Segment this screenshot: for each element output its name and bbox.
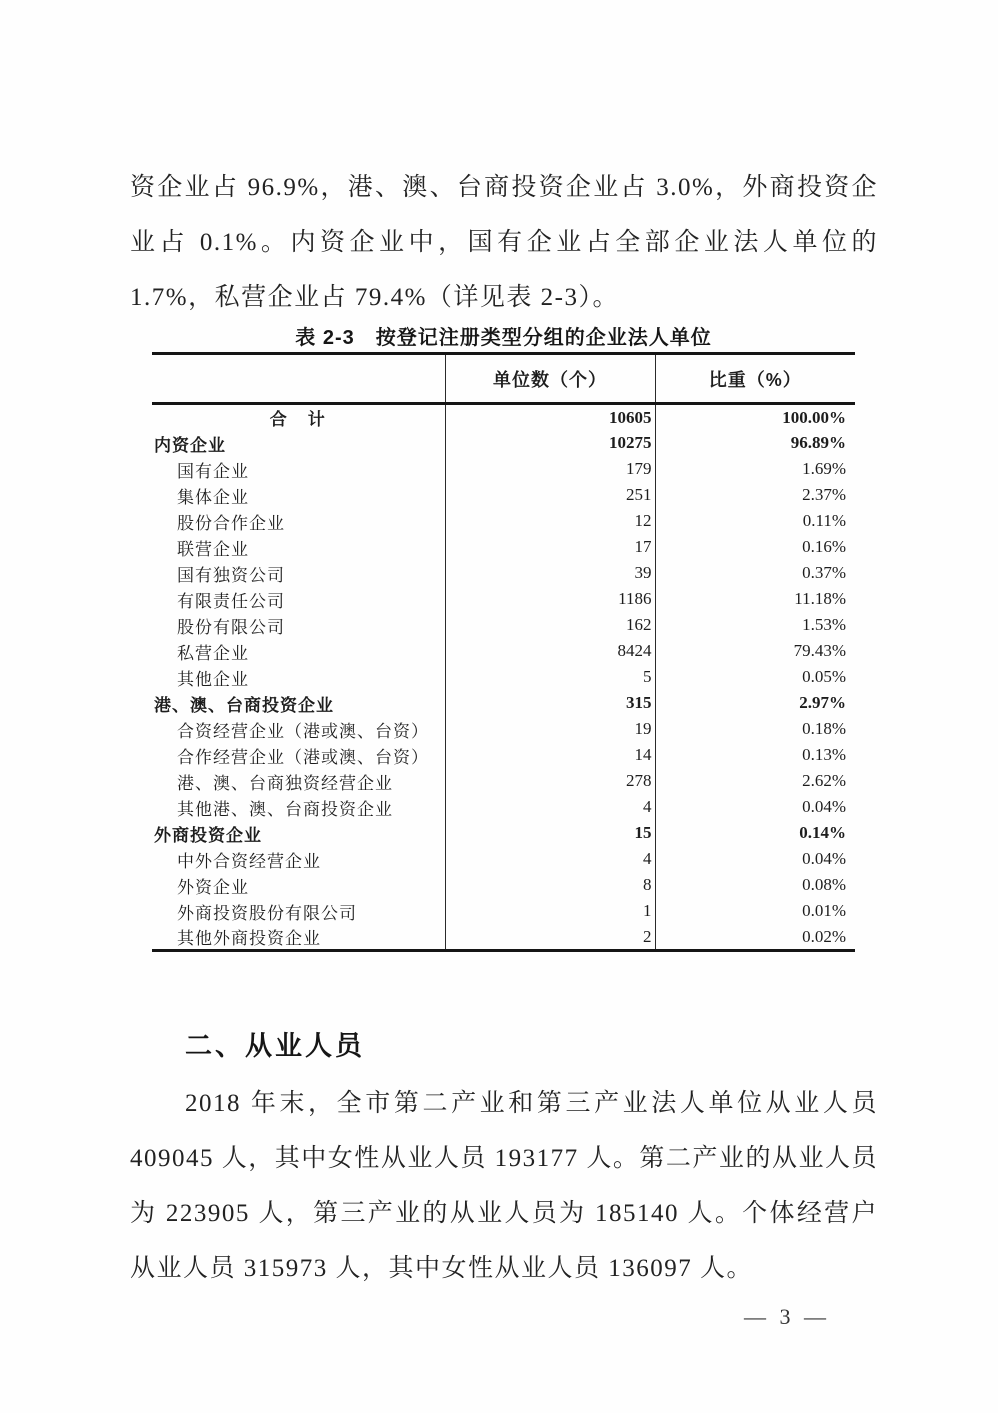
row-units-value: 17: [445, 534, 655, 560]
row-share-value: 2.37%: [802, 485, 846, 504]
row-units-value: 1186: [445, 586, 655, 612]
table-row: [152, 508, 855, 534]
row-category-label: 国有企业: [177, 461, 249, 481]
row-share-value: 0.01%: [802, 901, 846, 920]
row-category-label: 联营企业: [177, 539, 249, 559]
table-row: [152, 404, 855, 431]
table-row: [152, 846, 855, 872]
row-share-value: 0.13%: [802, 745, 846, 764]
table-header-units: 单位数（个）: [445, 354, 655, 404]
employment-paragraph: 2018 年末，全市第二产业和第三产业法人单位从业人员 409045 人，其中女性从业人员 193177 人。第二产业的从业人员为 223905 人，第三产业的从业人员为 185140 人。个体经营户从业人员 315973 人，其中女性从业人员 136097 人。: [130, 1090, 878, 1282]
row-category-label: 私营企业: [177, 643, 249, 663]
row-units-value: 315: [445, 690, 655, 716]
row-category-label: 股份合作企业: [177, 513, 285, 533]
row-share-value: 79.43%: [793, 641, 846, 660]
row-category-label: 国有独资公司: [177, 565, 285, 585]
row-units-value: 4: [445, 846, 655, 872]
table-row: [152, 638, 855, 664]
row-share-value: 0.18%: [802, 719, 846, 738]
row-units-value: 2: [445, 924, 655, 951]
row-share-value: 100.00%: [782, 407, 846, 427]
row-share-value: 1.69%: [802, 459, 846, 478]
table-row: [152, 664, 855, 690]
row-category-label: 其他企业: [177, 669, 249, 689]
row-units-value: 1: [445, 898, 655, 924]
row-category-label: 其他港、澳、台商投资企业: [177, 799, 393, 819]
row-units-value: 39: [445, 560, 655, 586]
row-units-value: 8: [445, 872, 655, 898]
row-category-label: 有限责任公司: [177, 591, 285, 611]
row-share-value: 1.53%: [802, 615, 846, 634]
section-heading-employment: 二、从业人员: [185, 1031, 365, 1061]
table-title: 表 2-3 按登记注册类型分组的企业法人单位: [295, 327, 712, 349]
table-row: [152, 716, 855, 742]
row-share-value: 0.37%: [802, 563, 846, 582]
row-units-value: 8424: [445, 638, 655, 664]
row-share-value: 11.18%: [794, 589, 846, 608]
row-category-label: 外商投资企业: [154, 825, 262, 845]
row-share-value: 96.89%: [790, 433, 846, 452]
table-row: [152, 924, 855, 951]
table-header-category: [152, 354, 445, 404]
table-body: [152, 404, 855, 951]
row-category-label: 集体企业: [177, 487, 249, 507]
row-share-value: 0.11%: [802, 511, 846, 530]
row-share-value: 2.62%: [802, 771, 846, 790]
row-category-label: 港、澳、台商独资经营企业: [177, 773, 393, 793]
table-row: [152, 456, 855, 482]
row-units-value: 179: [445, 456, 655, 482]
row-share-value: 0.16%: [802, 537, 846, 556]
row-share-value: 0.04%: [802, 797, 846, 816]
row-units-value: 10605: [445, 404, 655, 431]
row-category-label: 外资企业: [177, 877, 249, 897]
row-share-value: 0.02%: [802, 926, 846, 946]
row-units-value: 10275: [445, 430, 655, 456]
row-units-value: 251: [445, 482, 655, 508]
table-row: [152, 430, 855, 456]
row-category-label: 合 计: [269, 410, 327, 429]
row-category-label: 港、澳、台商投资企业: [154, 695, 334, 715]
table-row: [152, 768, 855, 794]
table-row: [152, 820, 855, 846]
row-units-value: 4: [445, 794, 655, 820]
table-row: [152, 898, 855, 924]
row-share-value: 0.04%: [802, 849, 846, 868]
table-row: [152, 612, 855, 638]
intro-paragraph: 资企业占 96.9%，港、澳、台商投资企业占 3.0%，外商投资企业占 0.1%。内资企业中，国有企业占全部企业法人单位的 1.7%，私营企业占 79.4%（详见表 2-3）。: [130, 174, 878, 311]
table-header-share: 比重（%）: [655, 354, 855, 404]
row-units-value: 12: [445, 508, 655, 534]
row-units-value: 5: [445, 664, 655, 690]
table-header-row: [152, 354, 855, 404]
row-units-value: 162: [445, 612, 655, 638]
row-category-label: 外商投资股份有限公司: [177, 903, 357, 923]
row-category-label: 合资经营企业（港或澳、台资）: [177, 721, 429, 741]
page-number: — 3 —: [744, 1304, 830, 1329]
row-category-label: 股份有限公司: [177, 617, 285, 637]
row-share-value: 0.08%: [802, 875, 846, 894]
table-row: [152, 872, 855, 898]
table-row: [152, 690, 855, 716]
row-units-value: 278: [445, 768, 655, 794]
table-row: [152, 742, 855, 768]
row-share-value: 2.97%: [799, 693, 846, 712]
row-share-value: 0.14%: [799, 823, 846, 842]
row-category-label: 合作经营企业（港或澳、台资）: [177, 747, 429, 767]
table-row: [152, 794, 855, 820]
row-category-label: 其他外商投资企业: [177, 929, 321, 948]
row-units-value: 19: [445, 716, 655, 742]
enterprise-registration-table: [152, 352, 855, 952]
row-category-label: 内资企业: [154, 435, 226, 455]
row-category-label: 中外合资经营企业: [177, 851, 321, 871]
table-row: [152, 534, 855, 560]
table-row: [152, 482, 855, 508]
table-row: [152, 586, 855, 612]
row-share-value: 0.05%: [802, 667, 846, 686]
row-units-value: 15: [445, 820, 655, 846]
table-row: [152, 560, 855, 586]
row-units-value: 14: [445, 742, 655, 768]
